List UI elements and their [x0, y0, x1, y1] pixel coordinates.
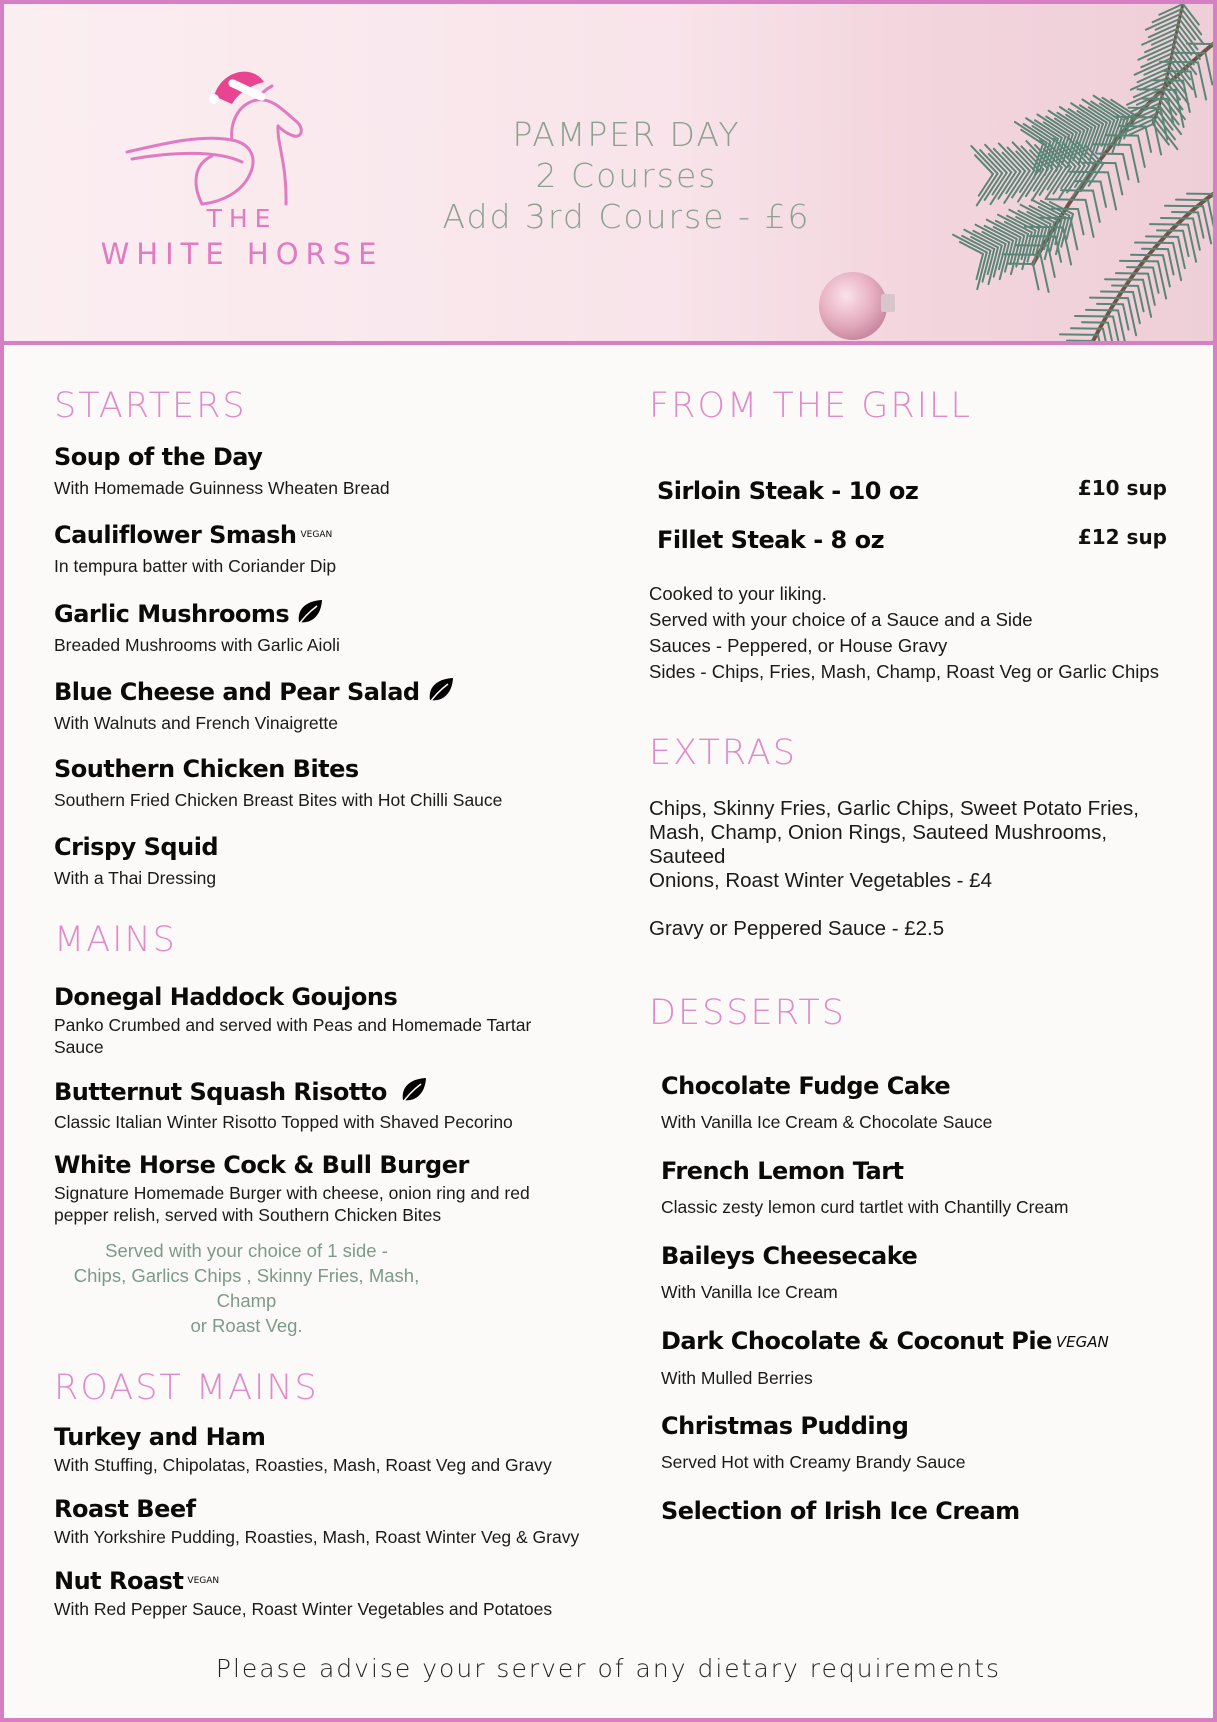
item-name [54, 1076, 594, 1107]
grill-item [649, 525, 1169, 555]
item-name-text: Garlic Mushrooms [54, 600, 290, 628]
menu-item [54, 598, 594, 676]
menu-item [54, 442, 594, 520]
menu-item [54, 982, 594, 1076]
item-name: Chocolate Fudge Cake [661, 1072, 951, 1100]
item-name [54, 598, 594, 629]
desserts-title: DESSERTS [649, 993, 846, 1033]
menu-item [661, 1241, 1169, 1326]
item-name: Fillet Steak - 8 oz [657, 526, 885, 554]
menu-item [54, 1566, 594, 1638]
menu-item [54, 1494, 594, 1566]
leaf-icon [399, 1076, 429, 1106]
banner-line-3: Add 3rd Course - £6 [442, 197, 811, 236]
menu-item [54, 832, 594, 910]
roast-mains-list [54, 1422, 594, 1638]
menu-item [661, 1071, 1169, 1156]
banner-line-2: 2 Courses [535, 156, 718, 195]
item-name: Donegal Haddock Goujons [54, 983, 398, 1011]
menu-item [54, 1150, 594, 1238]
dietary-footer: Please advise your server of any dietary requirements [215, 1654, 1002, 1683]
item-name: Soup of the Day [54, 443, 263, 471]
menu-item [661, 1411, 1169, 1496]
item-name: French Lemon Tart [661, 1157, 904, 1185]
menu-item [54, 1076, 594, 1150]
item-name: Southern Chicken Bites [54, 755, 359, 783]
bauble-icon [819, 272, 887, 340]
extras-sauce: Gravy or Peppered Sauce - £2.5 [649, 917, 945, 940]
side-note-line: Chips, Garlics Chips , Skinny Fries, Mash, Champ [73, 1265, 420, 1311]
grill-list [649, 476, 1169, 555]
menu-item [54, 1422, 594, 1494]
item-price: £12 sup [1077, 525, 1167, 549]
item-desc: With Vanilla Ice Cream & Chocolate Sauce [661, 1112, 993, 1132]
grill-item [649, 476, 1169, 506]
item-name [54, 676, 594, 707]
roast-mains-title: ROAST MAINS [54, 1368, 319, 1408]
vegan-tag: VEGAN [187, 1576, 220, 1586]
grill-notes [649, 581, 1169, 685]
item-name-text: Butternut Squash Risotto [54, 1078, 387, 1106]
item-desc: Signature Homemade Burger with cheese, onion ring and red pepper relish, served with Southern Chicken Bites [54, 1183, 530, 1225]
side-note-line: Served with your choice of 1 side - [105, 1240, 388, 1261]
grill-note: Sauces - Peppered, or House Gravy [649, 635, 948, 656]
item-desc: With Red Pepper Sauce, Roast Winter Vegetables and Potatoes [54, 1599, 553, 1619]
item-name: Selection of Irish Ice Cream [661, 1497, 1020, 1525]
left-column [54, 384, 594, 1638]
item-name-text: Cauliflower Smash [54, 521, 297, 549]
banner-title [404, 114, 849, 237]
item-desc: With Walnuts and French Vinaigrette [54, 713, 339, 733]
extras-block [649, 797, 1169, 941]
item-name-text: Dark Chocolate & Coconut Pie [661, 1327, 1052, 1355]
item-desc: With Yorkshire Pudding, Roasties, Mash, Roast Winter Veg & Gravy [54, 1527, 580, 1547]
banner-line-1: PAMPER DAY [512, 115, 741, 154]
horse-logo-icon [82, 64, 402, 214]
menu-item [661, 1326, 1169, 1411]
grill-note: Cooked to your liking. [649, 583, 827, 604]
item-desc: With Homemade Guinness Wheaten Bread [54, 478, 390, 498]
item-name-text: Blue Cheese and Pear Salad [54, 678, 420, 706]
item-desc: With a Thai Dressing [54, 868, 217, 888]
item-name [54, 1566, 594, 1596]
mains-title: MAINS [54, 920, 177, 960]
item-price: £10 sup [1077, 476, 1167, 500]
item-name-text: Nut Roast [54, 1567, 184, 1595]
mains-list [54, 982, 594, 1338]
extras-title: EXTRAS [649, 733, 797, 773]
item-name [54, 520, 594, 550]
side-note-line: or Roast Veg. [190, 1315, 303, 1336]
menu-item [54, 676, 594, 754]
item-desc: Served Hot with Creamy Brandy Sauce [661, 1452, 966, 1472]
santa-hat-icon [209, 72, 267, 104]
header-banner [4, 4, 1213, 345]
item-desc: Breaded Mushrooms with Garlic Aioli [54, 635, 340, 655]
extras-line: Mash, Champ, Onion Rings, Sauteed Mushrooms, Sauteed [649, 821, 1108, 868]
item-desc: With Mulled Berries [661, 1368, 813, 1388]
extras-line: Onions, Roast Winter Vegetables - £4 [649, 869, 992, 892]
item-name [661, 1326, 1169, 1357]
pine-branch-decoration [793, 4, 1213, 341]
leaf-icon [426, 676, 456, 706]
vegan-tag: VEGAN [1055, 1333, 1109, 1351]
menu-item [661, 1496, 1169, 1536]
logo [82, 64, 402, 274]
item-desc: Classic zesty lemon curd tartlet with Chantilly Cream [661, 1197, 1069, 1217]
item-desc: Classic Italian Winter Risotto Topped with Shaved Pecorino [54, 1112, 513, 1132]
logo-the: THE [206, 204, 278, 233]
item-desc: In tempura batter with Coriander Dip [54, 556, 337, 576]
grill-title: FROM THE GRILL [649, 386, 973, 426]
starters-title: STARTERS [54, 386, 247, 426]
item-desc: With Vanilla Ice Cream [661, 1282, 838, 1302]
vegan-tag: VEGAN [300, 530, 333, 540]
grill-note: Sides - Chips, Fries, Mash, Champ, Roast Veg or Garlic Chips [649, 661, 1159, 682]
item-name: White Horse Cock & Bull Burger [54, 1151, 469, 1179]
item-name: Sirloin Steak - 10 oz [657, 477, 919, 505]
starters-list [54, 442, 594, 910]
grill-note: Served with your choice of a Sauce and a Side [649, 609, 1033, 630]
desserts-list [649, 1071, 1169, 1536]
item-desc: Panko Crumbed and served with Peas and Homemade Tartar Sauce [54, 1015, 532, 1057]
item-name: Christmas Pudding [661, 1412, 909, 1440]
extras-line: Chips, Skinny Fries, Garlic Chips, Sweet Potato Fries, [649, 797, 1139, 820]
item-name: Turkey and Ham [54, 1423, 266, 1451]
side-note [54, 1238, 439, 1338]
right-column [649, 384, 1169, 1536]
menu-item [54, 754, 594, 832]
item-desc: With Stuffing, Chipolatas, Roasties, Mash, Roast Veg and Gravy [54, 1455, 552, 1475]
logo-name: WHITE HORSE [100, 237, 384, 271]
leaf-icon [295, 598, 325, 628]
item-name: Baileys Cheesecake [661, 1242, 918, 1270]
item-name: Crispy Squid [54, 833, 219, 861]
item-name: Roast Beef [54, 1495, 196, 1523]
item-desc: Southern Fried Chicken Breast Bites with Hot Chilli Sauce [54, 790, 503, 810]
menu-item [54, 520, 594, 598]
menu-item [661, 1156, 1169, 1241]
